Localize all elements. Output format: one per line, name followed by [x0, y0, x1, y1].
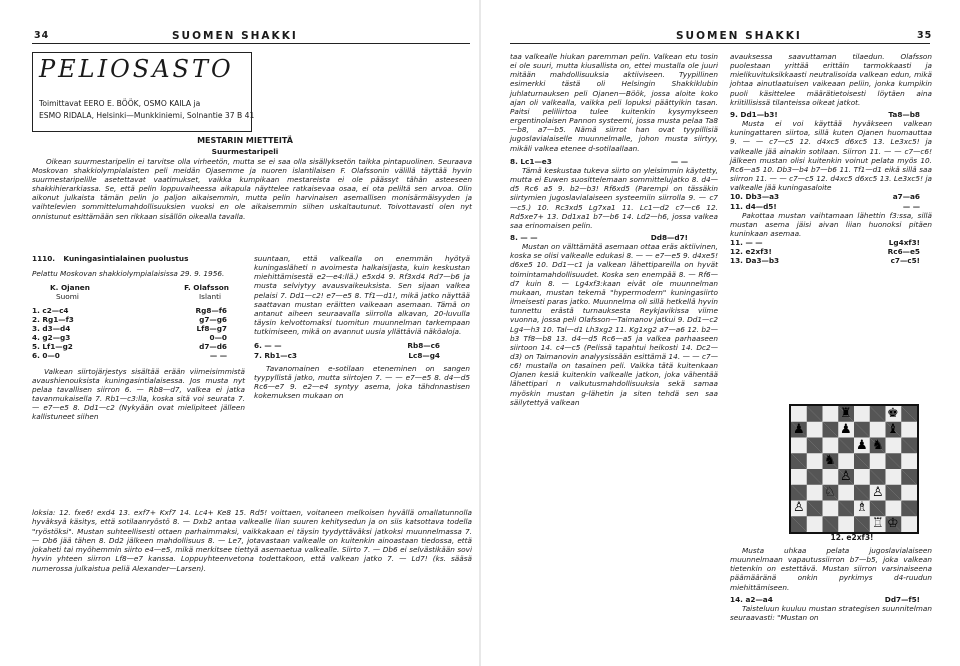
- move-row: 8. — — Dd8—d7!: [510, 232, 688, 242]
- annotation-text: Mustan on välttämätä asemaan ottaa eräs aktiivinen, koska se olisi valkealle edukasi 8. — — e7—e5 9. d4xe5! d6xe5 10. Dd1—c1 ja valkean lähettipareilla on hyvät toimintamahdollisuudet. Koska sen enempää 8. — Rf6—d7 kuin 8. — Lg4xf3:kaan eivät ole muunnelman mukaan, mustan tekemä "hypermodern" kuningasiirto ilmeisesti paras jatko. Muunnelma oli sillä hetkellä hyvin tunnettu erästä turnauksesta Reykjavikissa viime vuonna, jossa peli Olafsson—Taimanov jatkui 9. Dd1—c2 Lg4—h3 10. Tal—d1 Lh3xg2 11. Kg1xg2 a7—a6 12. b2—b3 Tf8—b8 13. d4—d5 Rc6—a5 ja valkea parhaaseen siirtoon 14. c4—c5 (Pelissä tapahtui heikosti 14. Dc2—d3) on Taimanovin analyysissään esittämä 14. — — c7—c6! mustalla on tasainen peli. Vaikka tätä kuitenkaan Ojanen kesiä kuitenkin valkealle jatkon, joka vähentää lähettipari n vaikutusmahdollisuuksia sekä samaa myöskin mustan g-lähetin ja siten tehdä sen saa säilytettyä valkean: [510, 242, 718, 407]
- right-column-1: [510, 52, 718, 407]
- move-row: 1. c2—c4 Rg8—f6: [32, 305, 227, 315]
- game-context: Pelattu Moskovan shakkiolympialaisissa 29. 9. 1956.: [32, 269, 225, 279]
- chess-piece: ♞: [872, 438, 884, 453]
- move-row: 12. e2xf3! Rc6—e5: [730, 247, 920, 257]
- right-column-2-bottom: [730, 546, 932, 622]
- header-rule-right: [510, 43, 930, 44]
- chess-piece: ♟: [840, 422, 852, 437]
- annotation-text: taa valkealle hiukan paremman pelin. Valkean etu tosin ei ole suuri, mutta kiusallista on, ettei mustalla ole juuri mitään mahdollisuuksia aktiiviseen. Tyypillinen esimerkki tästä oli Helsingin Shakkiklubin juhlaturnauksen peli Ojanen—Böök, jossa aloite koko ajan oli valkealla, vaikka peli lopuksi päättyikin tasan. Paitsi peliliirtoa tulee kuitenkin kysymykseen ergentinolaisen Pannon systeemi, jossa musta pelaa Ta8—b8, a7—b5. Nämä siirrot han ovat tyypillisiä jugoslavialaiselle muunnelmalle, johon musta siirtyy, mikäli valkea etenee d-sotilaallaan.: [510, 52, 718, 153]
- continued-annotation: loksia: 12. fxe6! exd4 13. exf7+ Kxf7 14. Lc4+ Ke8 15. Rd5! voittaen, voitaneen melkoisen hyvällä omallatunnolla hyväksyä käsitys, että sotilaanryöstö 8. — Dxb2 antaa valkealle liian suuren kehitysedun ja on siis katsottava todella "ryöstöksi". Mustan suhteellisesti ottaen parhaimmaksi, vaikkakaan ei täysin tyydyttäväksi jatkoksi muunnelmassa 7. — Db6 jää tähen 8. Dd2 jälkeen mahdollisuus 8. — Le7, jotavastaan valkealle on kuitenkin ainoastaan tiedossa, että jokaheti tai myöhemmin siirto e4—e5, mikä merkitsee tiettyä asemaetua valkealle. Siirto 7. — Db6 ei selvästikään sovi hyvin yhteen siirron Lf8—e7 kanssa. Loppuyhteenvetona todettakoon, että valkean jatko 7. — Ld7! (ks. sääsä numerossa julkaistua peliä Alexander—Larsen).: [32, 508, 472, 573]
- game-column-2: [254, 254, 470, 400]
- white-player: K. Ojanen: [50, 283, 90, 293]
- chess-piece: ♞: [824, 453, 836, 468]
- move-row: 3. d3—d4 Lf8—g7: [32, 323, 227, 333]
- chess-piece: ♟: [793, 422, 805, 437]
- chess-piece: ♔: [887, 516, 899, 531]
- chess-piece: ♚: [887, 406, 899, 421]
- move-row: 7. Rb1—c3 Lc8—g4: [254, 350, 440, 360]
- masthead-box: [32, 52, 255, 132]
- black-country: Islanti: [199, 292, 221, 302]
- right-column-2: [730, 52, 932, 266]
- diagram-caption: 12. e2xf3!: [830, 533, 874, 542]
- chess-diagram: [789, 404, 919, 534]
- move-row: 6. 0—0 — —: [32, 351, 227, 361]
- black-player: F. Olafsson: [184, 283, 229, 293]
- annotation-text: Taisteluun kuuluu mustan strategisen suunnitelman seuraavasti: "Mustan on: [730, 603, 932, 623]
- move-row: 8. Lc1—e3 — —: [510, 156, 688, 166]
- header-rule-left: [32, 43, 470, 44]
- move-row: 4. g2—g3 0—0: [32, 333, 227, 343]
- annotation-text: suuntaan, että valkealla on enemmän hyötyä kuningasläheti n avoimesta halkaisijasta, kuin keskustan miehittämisestä e2—e4:llä.) e5xd4 9. Rf3xd4 Rd7—b6 ja musta selviytyy avausvaikeuksista. Sen sijaan valkea pelaisi 7. Dd1—c2! e7—e5 8. Tf1—d1!, mikä jatko näyttää saattavan mustan eräitten vaikeaan asemaan. Tämä on antanut aiheen seuraavalla siirrolla alkavan, 20-luvulla täysin kelvottomaksi tuomitun muunnelman tarkempaan tutkimiseen, mikä on avannut uusia yllättäviä näköaloja.: [254, 254, 470, 337]
- article-intro: Oikean suurmestaripelin ei tarvitse olla virheetön, mutta se ei saa olla sisällyksetön taikka pintapuolinen. Seuraava Moskovan shakkiolympialaisten peli meidän Ojasemme ja nuoren islantilaisen F. Olafssonin välillä täyttää hyvin suurmestaripelille asetettavat vaatimukset, vaikka kumpikaan mestareista ei ole päässyt tähän asteeseen shakkihierarkiassa. Se, että pelin loppuvaiheessa aikapula näyttelee ratkaisevaa osaa, ei ota peliltä sen arvoa. Olin aikonut julkaista tämän pelin jo paljon aikaisemmin, mutta pelin harvinaisen asemallisen monisärmäisyyden ja vaihtelevien sommittelumahdollisuuksien vuoksi en ole aikaisemmin siihen uskaltautunut. Toivottavasti olen nyt onnistunut esittämään sen rikkaan sisällön oikealla tavalla.: [32, 157, 472, 221]
- move-row: 6. — — Rb8—c6: [254, 341, 440, 351]
- chess-piece: ♙: [840, 469, 852, 484]
- editors-line: Toimittavat EERO E. BÖÖK, OSMO KAILA ja: [39, 99, 201, 108]
- annotation-text: Valkean siirtojärjestys sisältää erään viimeisimmistä avaushienouksista kuningasintialaisessa. Jos musta nyt pelaa tavallisen siirron 6. — Rb8—d7, valkea ei jatka tavanmukaisella 7. Rb1—c3:lla, koska sitä voi seurata 7. — e7—e5 8. Dd1—c2 (Nykyään ovat mielipiteet jälleen kallistuneet siihen: [32, 366, 245, 422]
- move-row: 14. a2—a4 Dd7—f5!: [730, 594, 920, 604]
- address-line: ESMO RIDALA, Helsinki—Munkkiniemi, Solnantie 37 B 41: [39, 111, 255, 120]
- move-row: 11. — — Lg4xf3!: [730, 238, 920, 248]
- annotation-text: Tavanomainen e-sotilaan eteneminen on sangen tyypyllistä jatko, mutta siirtojen 7. — — e7—e5 8. d4—d5 Rc6—e7 9. e2—e4 syntyy asema, joka tähdnnastisen kokemuksen mukaan on: [254, 363, 470, 401]
- game-column-1: [32, 254, 245, 422]
- opening-name: Kuningasintialainen puolustus: [63, 254, 189, 263]
- chess-piece: ♙: [793, 500, 805, 515]
- white-country: Suomi: [56, 292, 79, 302]
- page-number-left: 34: [34, 30, 50, 41]
- article-heading: MESTARIN MIETTEITÄ: [197, 136, 293, 145]
- chess-piece: ♟: [856, 438, 868, 453]
- running-title-right: SUOMEN SHAKKI: [676, 30, 802, 42]
- move-row: 2. Rg1—f3 g7—g6: [32, 314, 227, 324]
- chess-piece: ♝: [887, 422, 899, 437]
- move-row: 10. Db3—a3 a7—a6: [730, 192, 920, 202]
- move-row: 11. d4—d5! — —: [730, 201, 920, 211]
- page-number-right: 35: [917, 30, 933, 41]
- game-number: 1110.: [32, 254, 56, 263]
- chess-piece: ♙: [872, 485, 884, 500]
- annotation-text: Musta ei voi käyttää hyväkseen valkean kuningattaren siirtoa, sillä kuten Ojanen huomauttaa 9. — — c7—c5 12. d4xc5 d6xc5 13. Le3xc5! ja valkealle jää ainakin sotilaan. Siirron 11. — — c7—c6! jälkeen mustan olisi kuitenkin voinut pelata myös 10. Rc6—a5 10. Db3—b4 b7—b6 11. Tf1—d1 eikä sillä saa siirron 11. — — c7—c5 12. d4xc5 d6xc5 13. Le3xc5! ja valkealle jää kuningasaloite: [730, 119, 932, 193]
- chess-piece: ♖: [872, 516, 884, 531]
- running-title-left: SUOMEN SHAKKI: [172, 30, 298, 42]
- annotation-text: Musta uhkaa pelata jugoslavialaiseen muunnelmaan vapautussiirron b7—b5, joka valkean tietenkin on estettävä. Mustan siirron varsinaiseena päämääränä onkin pyrkimys d4-ruudun miehittämiseen.: [730, 546, 932, 592]
- article-subheading: Suurmestaripeli: [211, 147, 279, 156]
- chess-piece: ♗: [856, 500, 868, 515]
- annotation-text: Tämä keskustaa tukeva siirto on yleisimmin käytetty, mutta ei Euwen suosittelemaan sommittelujatko 8. d4—d5 Rc6 a5 9. b2—b3! Rf6xd5 (Parempi on tässäkin siirtymien jugoslavialaiseen systeemiin siirrolla 9. — c7—c5.) 10. Rc3xd5 Lg7xa1 11. Lc1—d2 c7—c6 12. Rd5xe7+ 13. Dd1xa1 b7—b6 14. Ld2—h6, jossa valkea saa erinomaisen pelin.: [510, 165, 718, 230]
- move-row: 13. Da3—b3 c7—c5!: [730, 256, 920, 266]
- annotation-text: avauksessa saavuttaman tilaedun. Olafsson puolestaan yrittää erittäin tarmokkaasti ja mielikuvituksikkaasti neutralisoida valkean edun, mikä johtaa ainutlaatuisen vaikeaan peliin, jonka kumpikin puoli käsittelee määrätietoisesti löytäen aina kriitillisissä tilanteissa oikeat jatkot.: [730, 52, 932, 107]
- annotation-text: Pakottaa mustan vaihtamaan lähettin f3:ssa, sillä mustan asema jäisi aivan liian huonoksi pitäen kuninkaan asemaa.: [730, 210, 932, 238]
- move-row: 5. Lf1—g2 d7—d6: [32, 342, 227, 352]
- section-title: PELIOSASTO: [39, 55, 234, 83]
- chess-piece: ♜: [840, 406, 852, 421]
- chess-piece: ♘: [824, 485, 836, 500]
- move-row: 9. Dd1—b3! Ta8—b8: [730, 109, 920, 119]
